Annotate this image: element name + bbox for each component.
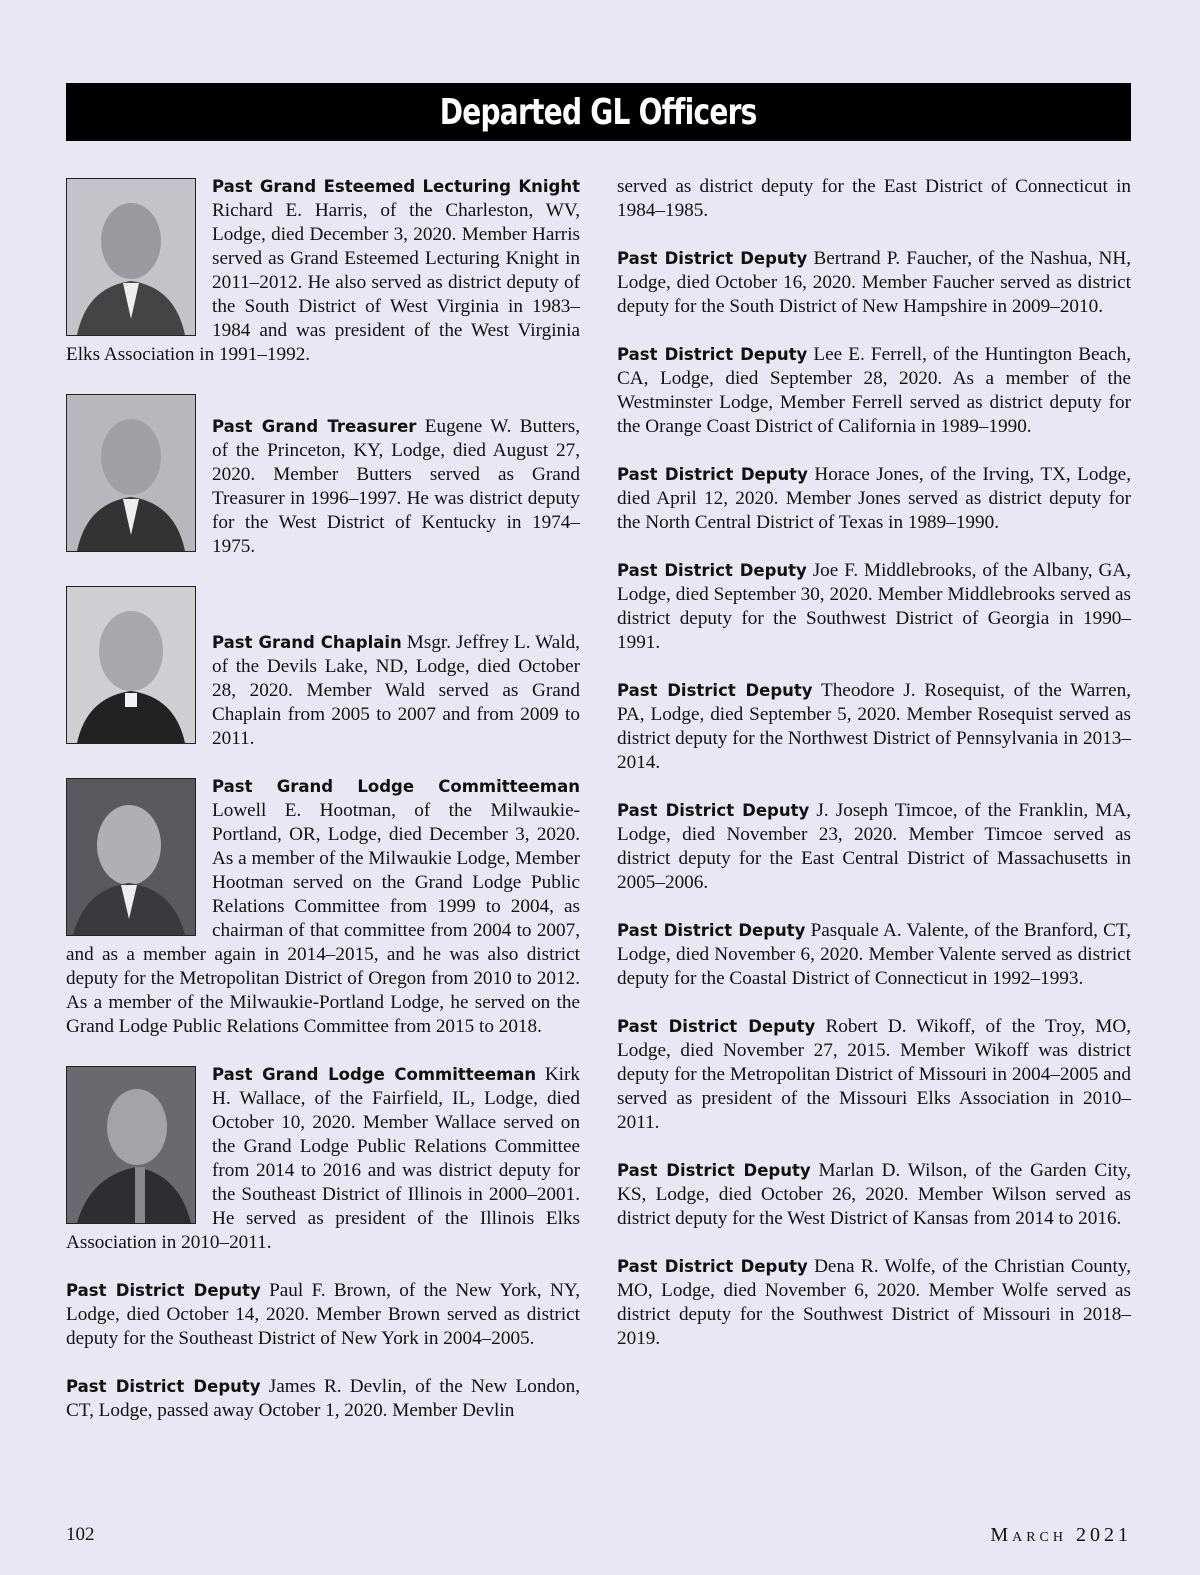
obituary-entry — [617, 1159, 1131, 1231]
portrait-photo — [66, 1066, 196, 1224]
entry-title: Past District Deputy — [617, 561, 807, 580]
entry-title: Past District Deputy — [617, 921, 806, 940]
entry-title: Past Grand Chaplain — [212, 633, 402, 652]
obituary-entry — [617, 247, 1131, 319]
obituary-entry — [617, 1255, 1131, 1351]
entry-body: J. Joseph Timcoe, of the Franklin, MA, Lodge, died November 23, 2020. Member Timcoe served as district deputy for the East Central District of Massachusetts in 2005–2006. — [617, 800, 1131, 893]
obituary-entry — [66, 391, 580, 559]
portrait-photo — [66, 586, 196, 744]
obituary-entry — [66, 583, 580, 751]
page-number: 102 — [66, 1524, 95, 1545]
obituary-entry — [617, 799, 1131, 895]
obituary-entry — [617, 1015, 1131, 1135]
left-column — [66, 175, 580, 1447]
entry-body: James R. Devlin, of the New London, CT, Lodge, passed away October 1, 2020. Member Devlin — [66, 1376, 580, 1421]
obituary-entry — [66, 1279, 580, 1351]
entry-title: Past Grand Esteemed Lecturing Knight — [212, 177, 580, 196]
entry-title: Past District Deputy — [617, 681, 813, 700]
entry-title: Past Grand Lodge Committeeman — [212, 1065, 537, 1084]
entry-body: Paul F. Brown, of the New York, NY, Lodge, died October 14, 2020. Member Brown served as district deputy for the Southeast District of New York in 2004–2005. — [66, 1280, 581, 1349]
entry-body: Eugene W. Butters, of the Princeton, KY, Lodge, died August 27, 2020. Member Butters served as Grand Treasurer in 1996–1997. He was district deputy for the West District of Kentucky in 1974–1975. — [212, 416, 581, 557]
issue-date: March 2021 — [990, 1524, 1132, 1546]
obituary-entry — [617, 679, 1131, 775]
portrait-photo — [66, 394, 196, 552]
obituary-entry — [66, 1063, 580, 1255]
entry-body: Marlan D. Wilson, of the Garden City, KS, Lodge, died October 26, 2020. Member Wilson served as district deputy for the West District of Kansas from 2014 to 2016. — [617, 1160, 1132, 1229]
entry-title: Past Grand Lodge Committeeman — [212, 777, 580, 796]
obituary-entry — [66, 175, 580, 367]
entry-body: served as district deputy for the East District of Connecticut in 1984–1985. — [617, 176, 1131, 221]
entry-title: Past District Deputy — [617, 249, 808, 268]
entry-title: Past District Deputy — [617, 465, 808, 484]
entry-title: Past District Deputy — [66, 1281, 261, 1300]
entry-title: Past Grand Treasurer — [212, 417, 417, 436]
entry-body: Lee E. Ferrell, of the Huntington Beach, CA, Lodge, died September 28, 2020. As a member of the Westminster Lodge, Member Ferrell served as district deputy for the Orange Coast District of California in 1989–1990. — [617, 344, 1131, 437]
obituary-entry — [617, 463, 1131, 535]
obituary-entry — [66, 1375, 580, 1423]
entry-title: Past District Deputy — [617, 1017, 816, 1036]
portrait-photo — [66, 778, 196, 936]
entry-body: Lowell E. Hootman, of the Milwaukie-Portland, OR, Lodge, died December 3, 2020. As a member of the Milwaukie Lodge, Member Hootman served on the Grand Lodge Public Relations Committee from 1999 to 2004, as chairman of that committee from 2004 to 2007, and as a member again in 2014–2015, and he was also district deputy for the Metropolitan District of Oregon from 2010 to 2012. As a member of the Milwaukie-Portland Lodge, he served on the Grand Lodge Public Relations Committee from 2015 to 2018. — [66, 800, 580, 1037]
entry-body: Richard E. Harris, of the Charleston, WV, Lodge, died December 3, 2020. Member Harris served as Grand Esteemed Lecturing Knight in 2011–2012. He also served as district deputy of the South District of West Virginia in 1983–1984 and was president of the West Virginia Elks Association in 1991–1992. — [66, 200, 580, 365]
obituary-entry-continued — [617, 175, 1131, 223]
page-title: Departed GL Officers — [440, 91, 757, 133]
entry-title: Past District Deputy — [617, 345, 808, 364]
entry-title: Past District Deputy — [66, 1377, 261, 1396]
entry-body: Theodore J. Rosequist, of the Warren, PA, Lodge, died September 5, 2020. Member Rosequist served as district deputy for the Northwest District of Pennsylvania in 2013–2014. — [617, 680, 1132, 773]
obituary-entry — [617, 559, 1131, 655]
entry-body: Joe F. Middlebrooks, of the Albany, GA, Lodge, died September 30, 2020. Member Middlebrooks served as district deputy for the Southwest District of Georgia in 1990–1991. — [617, 560, 1132, 653]
page-banner — [66, 83, 1131, 141]
obituary-entry — [617, 343, 1131, 439]
entry-body: Horace Jones, of the Irving, TX, Lodge, died April 12, 2020. Member Jones served as district deputy for the North Central District of Texas in 1989–1990. — [617, 464, 1131, 533]
entry-title: Past District Deputy — [617, 1257, 808, 1276]
entry-title: Past District Deputy — [617, 801, 810, 820]
obituary-entry — [66, 775, 580, 1039]
obituary-entry — [617, 919, 1131, 991]
entry-body: Msgr. Jeffrey L. Wald, of the Devils Lake, ND, Lodge, died October 28, 2020. Member Wald served as Grand Chaplain from 2005 to 2007 and from 2009 to 2011. — [212, 632, 580, 749]
entry-body: Dena R. Wolfe, of the Christian County, MO, Lodge, died November 6, 2020. Member Wolfe served as district deputy for the Southwest District of Missouri in 2018–2019. — [617, 1256, 1131, 1349]
right-column — [617, 175, 1131, 1375]
entry-body: Bertrand P. Faucher, of the Nashua, NH, Lodge, died October 16, 2020. Member Faucher served as district deputy for the South District of New Hampshire in 2009–2010. — [617, 248, 1132, 317]
portrait-photo — [66, 178, 196, 336]
entry-body: Kirk H. Wallace, of the Fairfield, IL, Lodge, died October 10, 2020. Member Wallace served on the Grand Lodge Public Relations Committee from 2014 to 2016 and was district deputy for the Southeast District of Illinois in 2000–2001. He served as president of the Illinois Elks Association in 2010–2011. — [66, 1064, 580, 1253]
entry-title: Past District Deputy — [617, 1161, 811, 1180]
entry-body: Robert D. Wikoff, of the Troy, MO, Lodge, died November 27, 2015. Member Wikoff was district deputy for the Metropolitan District of Missouri in 2004–2005 and served as president of the Missouri Elks Association in 2010–2011. — [617, 1016, 1131, 1133]
entry-body: Pasquale A. Valente, of the Branford, CT, Lodge, died November 6, 2020. Member Valente served as district deputy for the Coastal District of Connecticut in 1992–1993. — [617, 920, 1131, 989]
